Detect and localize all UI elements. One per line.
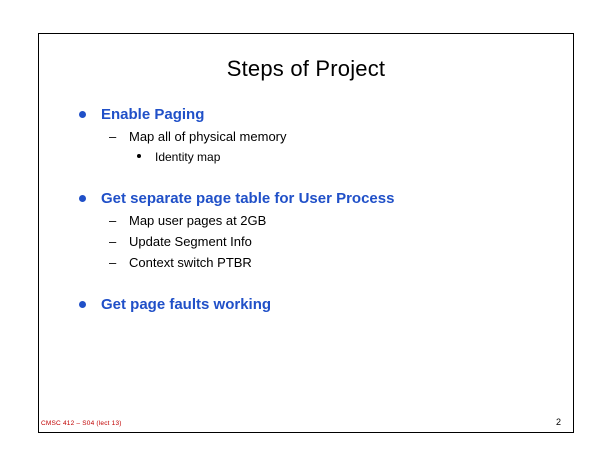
- bullet-level2: [73, 213, 543, 228]
- bullet-text: Map user pages at 2GB: [129, 213, 267, 228]
- spacer: [73, 164, 543, 190]
- bullet-dot-icon: [79, 111, 86, 118]
- bullet-text: Map all of physical memory: [129, 129, 287, 144]
- slide-footer-course: CMSC 412 – S04 (lect 13): [41, 420, 122, 427]
- slide-page-number: 2: [555, 417, 561, 427]
- bullet-level2: [73, 129, 543, 144]
- bullet-text: Get page faults working: [101, 296, 272, 313]
- bullet-text: Identity map: [155, 150, 221, 164]
- bullet-list: [73, 106, 543, 315]
- slide-title: Steps of Project: [226, 56, 386, 81]
- bullet-text: Update Segment Info: [129, 234, 252, 249]
- bullet-dash-icon: –: [109, 255, 117, 270]
- bullet-level2: [73, 255, 543, 270]
- bullet-dash-icon: –: [109, 213, 117, 228]
- bullet-text: Enable Paging: [101, 106, 205, 123]
- bullet-level1: [73, 106, 543, 123]
- bullet-level2: [73, 234, 543, 249]
- bullet-dash-icon: –: [109, 234, 117, 249]
- bullet-text: Get separate page table for User Process: [101, 190, 395, 207]
- bullet-level1: [73, 296, 543, 313]
- bullet-subdot-icon: [137, 154, 141, 158]
- bullet-text: Context switch PTBR: [129, 255, 252, 270]
- bullet-dot-icon: [79, 301, 86, 308]
- bullet-level3: [73, 150, 543, 164]
- bullet-dash-icon: –: [109, 129, 117, 144]
- bullet-level1: [73, 190, 543, 207]
- slide-canvas: [38, 33, 574, 433]
- spacer: [73, 270, 543, 296]
- bullet-dot-icon: [79, 195, 86, 202]
